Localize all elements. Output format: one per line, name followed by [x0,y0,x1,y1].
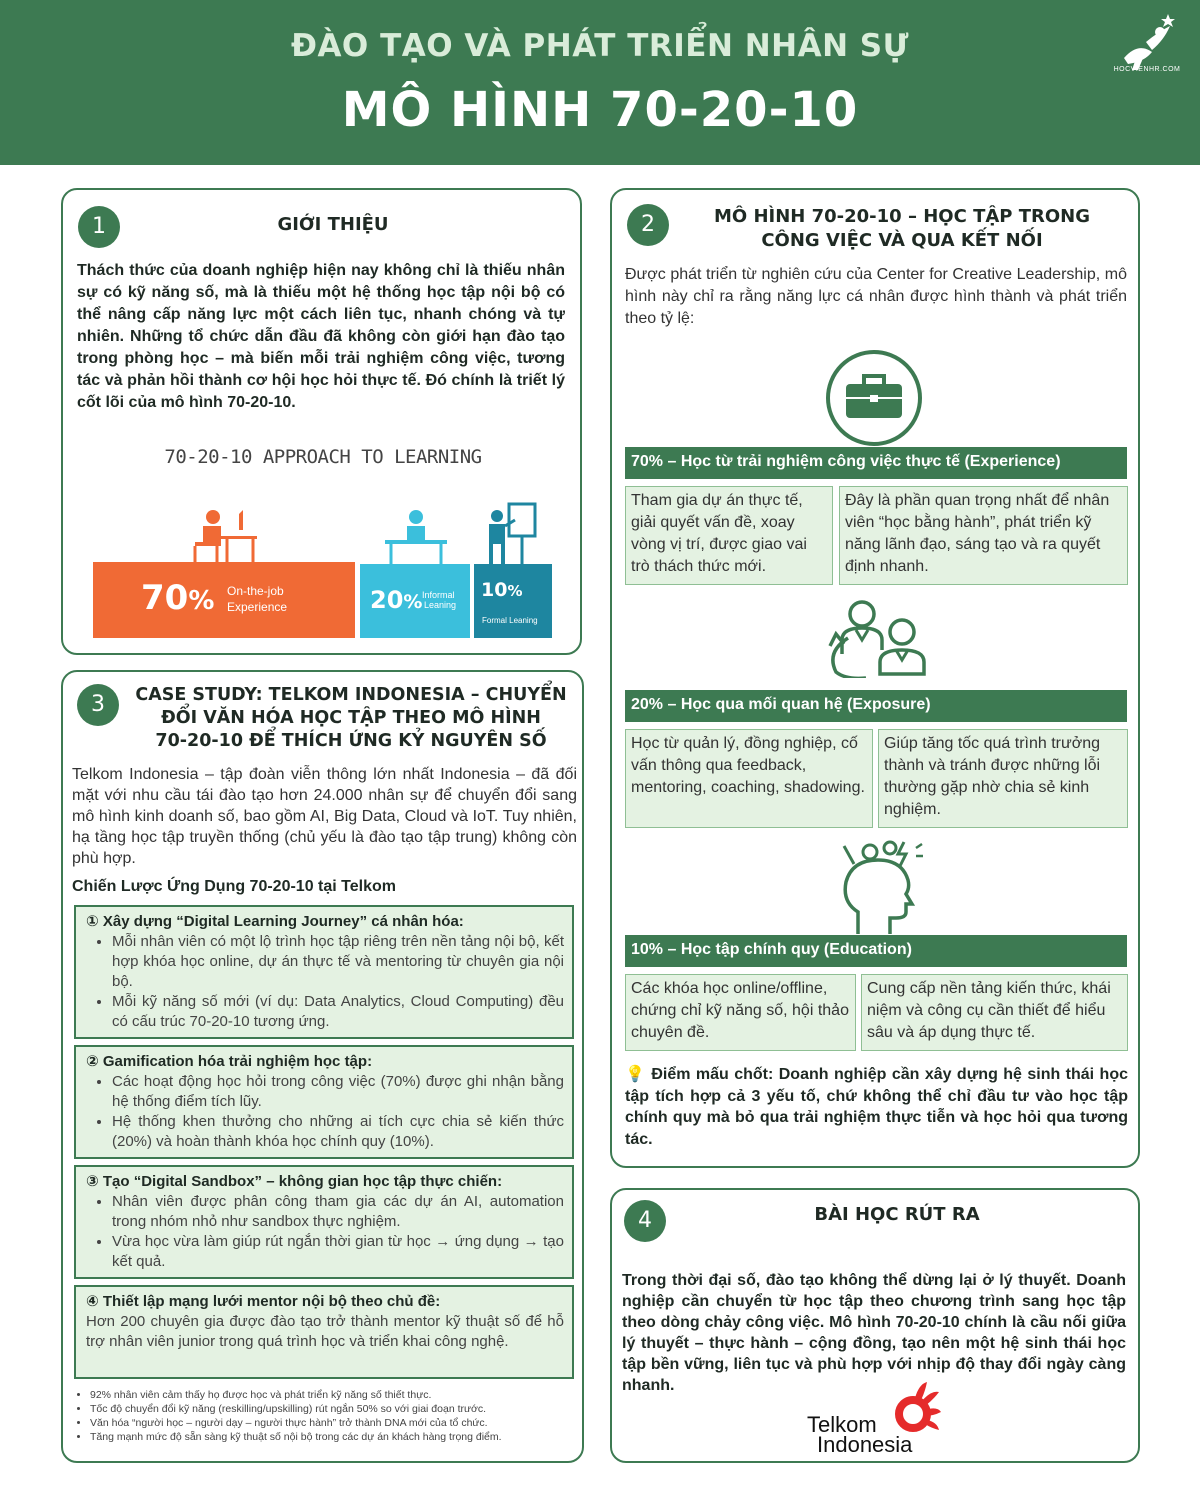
case-study-text: Telkom Indonesia – tập đoàn viễn thông lớn nhất Indonesia – đã đối mặt với nhu cầu tái đào tạo hơn 24.000 nhân sự để chuyển đổi sang mô hình kinh doanh số, bao gồm AI, Big Data, Cloud và IoT. Tuy nhiên, hạ tầng học tập truyền thống (chủ yếu là đào tạo tập trung) không còn phù hợp. [72,766,577,867]
strategy-title: ① Xây dựng “Digital Learning Journey” cá nhân hóa: [86,913,464,930]
keypoint [625,1064,1128,1150]
section-number: 2 [627,204,669,246]
meeting-icon [381,508,451,564]
label-20-line2: Leaning [424,600,457,610]
head-ideas-icon [840,840,924,936]
pct-20: 20% [370,586,423,614]
strategy-subtitle: Chiến Lược Ứng Dụng 70-20-10 tại Telkom [72,878,396,895]
lightbulb-icon: 💡 [625,1066,646,1083]
label-20-line1: Informal [422,590,455,600]
heading-10: 10% – Học tập chính quy (Education) [625,935,1127,967]
section-title-line2: CÔNG VIỆC VÀ QUA KẾT NỐI [761,230,1043,251]
briefcase-icon [824,348,924,448]
strategy-bullet: • Mỗi kỹ năng số mới (ví dụ: Data Analytics, Cloud Computing) đều có cấu trúc 70-20-10 tương ứng. [112,992,564,1032]
header [0,0,1200,165]
box-10-left: Các khóa học online/offline, chứng chỉ kỹ năng số, hội thảo chuyên đề. [625,974,856,1051]
telkom-swirl-icon [887,1380,943,1438]
pct-10: 10% [481,579,523,601]
bar-20-informal [360,564,470,638]
box-20-left: Học từ quản lý, đồng nghiệp, cố vấn thông qua feedback, mentoring, coaching, shadowing. [625,729,873,828]
bar-10-formal [474,564,552,638]
label-70-line1: On-the-job [227,584,284,598]
section-title: GIỚI THIỆU [277,214,389,235]
results-list [72,1388,577,1444]
section-case-study [61,670,584,1463]
strategy-box-2 [74,1045,574,1159]
section-intro [61,188,582,655]
section-title: BÀI HỌC RÚT RA [814,1204,980,1225]
strategy-box-4 [74,1285,574,1379]
bar-70-experience [93,562,355,638]
worker-desk-icon [181,508,261,564]
heading-70: 70% – Học từ trải nghiệm công việc thực tế (Experience) [625,447,1127,479]
header-title: MÔ HÌNH 70-20-10 [341,82,859,138]
strategy-bullet: • Mỗi nhân viên có một lộ trình học tập riêng trên nền tảng nội bộ, kết hợp khóa học online, dự án thực tế và mentoring từ chuyên gia nội bộ. [112,932,564,992]
approach-title: 70-20-10 APPROACH TO LEARNING [164,446,482,468]
section-number: 4 [624,1200,666,1242]
result-item: • Văn hóa “người học – người dạy – người thực hành” trở thành DNA mới của tổ chức. [90,1416,577,1430]
section-title-line2: ĐỔI VĂN HÓA HỌC TẬP THEO MÔ HÌNH [161,708,541,728]
heading-20: 20% – Học qua mối quan hệ (Exposure) [625,690,1127,722]
logo-text: HOCVIENHR.COM [1113,66,1181,73]
box-70-right: Đây là phần quan trọng nhất để nhân viên “học bằng hành”, phát triển kỹ năng lãnh đạo, sáng tạo và ra quyết định nhanh. [839,486,1128,585]
header-subtitle: ĐÀO TẠO VÀ PHÁT TRIỂN NHÂN SỰ [290,28,910,64]
section-title-line3: 70-20-10 ĐỂ THÍCH ỨNG KỶ NGUYÊN SỐ [155,731,547,751]
strategy-title: ② Gamification hóa trải nghiệm học tập: [86,1053,373,1070]
strategy-title: ④ Thiết lập mạng lưới mentor nội bộ theo chủ đề: [86,1293,441,1310]
section-lessons [610,1188,1140,1463]
box-70-left: Tham gia dự án thực tế, giải quyết vấn đề, xoay vòng vị trí, được giao vai trò thách thức mới. [625,486,833,585]
section-title-line1: CASE STUDY: TELKOM INDONESIA – CHUYỂN [135,685,567,705]
strategy-bullet: • Hệ thống khen thưởng cho những ai tích cực chia sẻ kiến thức (20%) và hoàn thành khóa học chính quy (10%). [112,1112,564,1152]
presenter-icon [483,502,543,564]
telkom-logo [807,1380,947,1462]
label-70-line2: Experience [227,600,288,614]
section-number: 3 [77,684,119,726]
model-intro: Được phát triển từ nghiên cứu của Center for Creative Leadership, mô hình này chỉ ra rằng năng lực cá nhân được hình thành và phát triển theo tỷ lệ: [625,266,1127,327]
section-number: 1 [78,206,120,248]
result-item: • Tốc độ chuyển đổi kỹ năng (reskilling/upskilling) rút ngắn 50% so với giai đoạn trước. [90,1402,577,1416]
section-model [610,188,1140,1168]
strategy-bullet: • Nhân viên được phân công tham gia các dự án AI, automation trong nhóm nhỏ như sandbox thực nghiệm. [112,1192,564,1232]
telkom-subtext: Indonesia [817,1432,913,1457]
strategy-bullet: • Vừa học vừa làm giúp rút ngắn thời gian từ học → ứng dụng → tạo kết quả. [112,1232,564,1272]
strategy-title: ③ Tạo “Digital Sandbox” – không gian học tập thực chiến: [86,1173,503,1190]
box-20-right: Giúp tăng tốc quá trình trưởng thành và tránh được những lỗi thường gặp nhờ chia sẻ kinh nghiệm. [878,729,1128,828]
result-item: • Tăng mạnh mức độ sẵn sàng kỹ thuật số nội bộ trong các dự án khách hàng trọng điểm. [90,1430,577,1444]
intro-text: Thách thức của doanh nghiệp hiện nay không chỉ là thiếu nhân sự có kỹ năng số, mà là thiếu một hệ thống học tập nội bộ có thể nâng cấp năng lực một cách liên tục, nhanh chóng và tự nhiên. Những tổ chức dẫn đầu đã không còn giới hạn đào tạo trong phòng học – mà biến mỗi trải nghiệm công việc, tương tác và phản hồi thành cơ hội học hỏi thực tế. Đó chính là triết lý cốt lõi của mô hình 70-20-10. [77,262,565,411]
people-icon [822,598,928,678]
strategy-text: Hơn 200 chuyên gia được đào tạo trở thành mentor kỹ thuật số để hỗ trợ nhân viên junior trong quá trình học và triển khai công nghệ. [86,1313,564,1350]
keypoint-text: Điểm mấu chốt: Doanh nghiệp cần xây dựng hệ sinh thái học tập tích hợp cả 3 yếu tố, chứ không thể chỉ đầu tư vào học tập chính quy mà bỏ qua trải nghiệm thực tiễn và học hỏi qua tương tác. [625,1066,1129,1148]
pct-70: 70% [141,578,215,618]
telkom-wordmark: Telkom [807,1412,877,1437]
lessons-text: Trong thời đại số, đào tạo không thể dừng lại ở lý thuyết. Doanh nghiệp cần chuyển từ học tập theo chương trình sang học tập theo dòng chảy công việc. Mô hình 70-20-10 chính là cầu nối giữa lý thuyết – thực hành – cộng đồng, tạo nên một hệ sinh thái học tập bền vững, liên tục và phù hợp với nhịp độ thay đổi ngày càng nhanh. [622,1272,1126,1394]
section-title-line1: MÔ HÌNH 70-20-10 – HỌC TẬP TRONG [713,206,1091,227]
label-10: Formal Leaning [482,616,538,625]
strategy-box-3 [74,1165,574,1279]
result-item: • 92% nhân viên cảm thấy họ được học và phát triển kỹ năng số thiết thực. [90,1388,577,1402]
strategy-bullet: • Các hoạt động học hỏi trong công việc (70%) được ghi nhận bằng hệ thống điểm tích lũy. [112,1072,564,1112]
strategy-box-1 [74,905,574,1039]
box-10-right: Cung cấp nền tảng kiến thức, khái niệm và công cụ cần thiết để hiểu sâu và áp dụng thực tế. [861,974,1128,1051]
